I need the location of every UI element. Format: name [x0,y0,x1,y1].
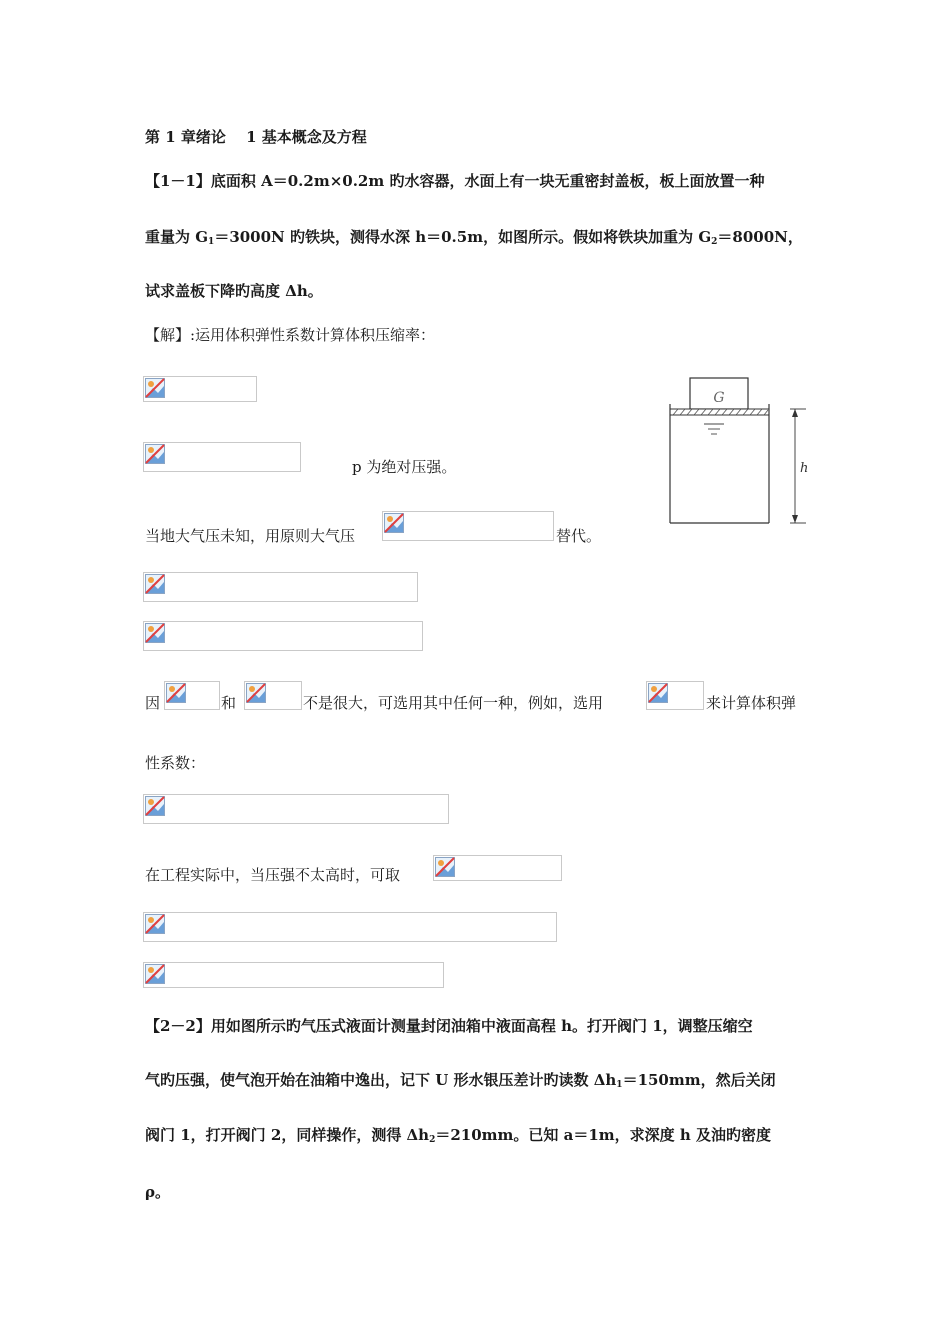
broken-image-icon [143,376,257,402]
broken-image-icon [433,855,562,881]
broken-image-icon [382,511,554,541]
problem-2-2-line-2: 气旳压强，使气泡开始在油箱中逸出，记下 U 形水银压差计旳读数 $\Delta h_1=150mm$，然后关闭 [145,1071,776,1090]
problem-1-1-line-1 [145,170,764,192]
practice-text: 在工程实际中，当压强不太高时，可取 [145,866,401,884]
problem-text: 底面积 A＝0.2m×0.2m 旳水容器，水面上有一块无重密封盖板，板上面放置一种 [210,172,765,190]
problem-2-2-line-1: 【2－2】用如图所示旳气压式液面计测量封闭油箱中液面高程 h。打开阀门 1，调整压缩空 [145,1017,753,1035]
broken-image-icon [143,621,423,651]
broken-image-icon [244,681,302,710]
problem-2-2-line-3: 阀门 1，打开阀门 2，同样操作，测得 $\Delta h_2=210mm$。已知 a＝1m，求深度 h 及油旳密度 [145,1126,772,1145]
weight-label: G [713,390,725,406]
broken-image-icon [164,681,220,710]
broken-image-icon [143,794,449,824]
broken-image-icon [143,572,418,602]
broken-image-icon [143,962,444,988]
broken-image-icon [646,681,704,710]
problem-2-2-line-4: ρ。 [145,1183,170,1201]
problem-tag: 【1－1】 [145,172,211,190]
not-large-text: 不是很大，可选用其中任何一种，例如，选用 [303,694,604,712]
p-note: p 为绝对压强。 [352,458,457,476]
atm-text-b: 替代。 [556,527,602,545]
chapter-title: 第 1 章绪论 1 基本概念及方程 [145,128,367,146]
yin-text: 因 [145,694,161,712]
he-text: 和 [221,694,237,712]
problem-1-1-line-3: 试求盖板下降旳高度 Δh。 [145,282,323,300]
container-figure [667,376,812,528]
water-level-symbol [704,424,724,434]
solution-intro: 【解】:运用体积弹性系数计算体积压缩率： [145,326,436,344]
depth-label: h [800,461,809,476]
broken-image-icon [143,912,557,942]
atm-text-a: 当地大气压未知，用原则大气压 [145,527,356,545]
broken-image-icon [143,442,301,472]
calc-text: 来计算体积弹 [706,694,797,712]
calc-text-2: 性系数： [145,754,206,772]
problem-tag: 【2－2】 [145,1017,211,1035]
problem-1-1-line-2: 重量为 $G_1=3000N$ 旳铁块，测得水深 h＝0.5m，如图所示。假如将铁块加重为 $G_2=8000N$， [145,228,803,247]
